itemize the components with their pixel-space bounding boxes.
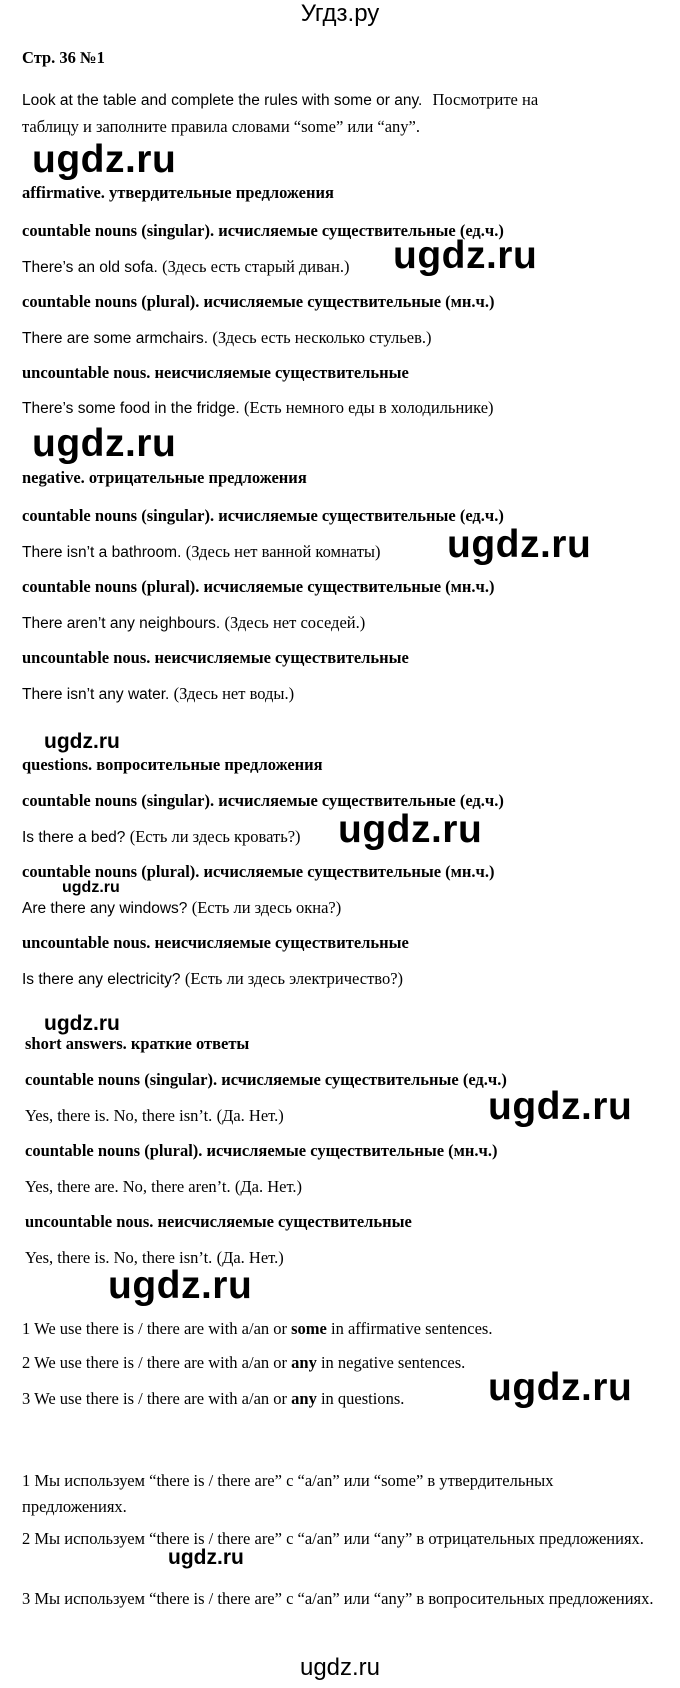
watermark: ugdz.ru <box>488 1085 633 1128</box>
rule-text: in questions. <box>316 1389 405 1408</box>
page-reference: Стр. 36 №1 <box>22 48 105 67</box>
example-translation: (Есть ли здесь кровать?) <box>129 827 301 846</box>
example-translation: (Есть немного еды в холодильнике) <box>244 398 494 417</box>
example-english: There aren’t any neighbours. <box>22 615 221 632</box>
watermark: ugdz.ru <box>32 422 177 465</box>
rule-en-1 <box>22 1319 492 1339</box>
affirmative-plural-example <box>22 328 432 348</box>
watermark: ugdz.ru <box>32 138 177 181</box>
watermark: ugdz.ru <box>393 234 538 277</box>
negative-singular-example <box>22 542 380 562</box>
example-translation: (Есть ли здесь окна?) <box>191 898 342 917</box>
questions-uncountable-example <box>22 969 403 989</box>
rule-ru-2: 2 Мы используем “there is / there are” с “a/an” или “any” в отрицательных предложениях. <box>22 1529 644 1548</box>
example-english: There’s some food in the fridge. <box>22 400 240 417</box>
affirmative-heading: affirmative. утвердительные предложения <box>22 183 334 202</box>
example-english: Yes, there are. No, there aren’t. <box>25 1177 231 1196</box>
example-english: Yes, there is. No, there isn’t. <box>25 1106 213 1125</box>
example-translation: (Здесь есть несколько стульев.) <box>212 328 432 347</box>
questions-plural-example <box>22 898 341 918</box>
rule-text: 1 We use there is / there are with a/an or <box>22 1319 292 1338</box>
example-translation: (Есть ли здесь электричество?) <box>184 969 404 988</box>
rule-text: in negative sentences. <box>316 1353 466 1372</box>
affirmative-singular-example <box>22 257 349 277</box>
intro <box>22 87 672 140</box>
rule-answer: some <box>291 1319 327 1338</box>
rule-ru-3: 3 Мы используем “there is / there are” с “a/an” или “any” в вопросительных предложениях. <box>22 1589 654 1608</box>
watermark: ugdz.ru <box>62 879 120 896</box>
example-english: Yes, there is. No, there isn’t. <box>25 1248 213 1267</box>
negative-plural-label: countable nouns (plural). исчисляемые существительные (мн.ч.) <box>22 577 495 596</box>
short-answers-uncountable-label: uncountable nous. неисчисляемые существительные <box>25 1212 412 1231</box>
watermark: ugdz.ru <box>168 1546 244 1569</box>
questions-plural-label: countable nouns (plural). исчисляемые существительные (мн.ч.) <box>22 862 495 881</box>
watermark: ugdz.ru <box>447 523 592 566</box>
short-answers-plural-example <box>25 1177 302 1197</box>
example-english: Are there any windows? <box>22 900 188 917</box>
example-translation: (Да. Нет.) <box>234 1177 303 1196</box>
example-english: There isn’t any water. <box>22 686 170 703</box>
example-translation: (Здесь нет соседей.) <box>224 613 366 632</box>
negative-plural-example <box>22 613 365 633</box>
short-answers-heading: short answers. краткие ответы <box>25 1034 250 1053</box>
watermark: ugdz.ru <box>338 808 483 851</box>
intro-russian-2: таблицу и заполните правила словами “some” или “any”. <box>22 117 421 136</box>
example-english: Is there a bed? <box>22 829 126 846</box>
affirmative-plural-label: countable nouns (plural). исчисляемые существительные (мн.ч.) <box>22 292 495 311</box>
rule-answer: any <box>291 1353 317 1372</box>
example-english: There isn’t a bathroom. <box>22 544 182 561</box>
rule-text: 3 We use there is / there are with a/an or <box>22 1389 292 1408</box>
rule-ru-1: 1 Мы используем “there is / there are” с “a/an” или “some” в утвердительных предложениях. <box>22 1471 554 1516</box>
example-translation: (Да. Нет.) <box>216 1106 284 1125</box>
example-english: There are some armchairs. <box>22 330 209 347</box>
affirmative-uncountable-example <box>22 398 494 418</box>
questions-uncountable-label: uncountable nous. неисчисляемые существительные <box>22 933 409 952</box>
example-translation: (Да. Нет.) <box>216 1248 284 1267</box>
watermark: ugdz.ru <box>299 1654 381 1681</box>
rule-answer: any <box>291 1389 317 1408</box>
rule-text: in affirmative sentences. <box>326 1319 493 1338</box>
watermark: ugdz.ru <box>108 1264 253 1307</box>
watermark: ugdz.ru <box>488 1366 633 1409</box>
site-title: Угдз.ру <box>300 0 380 27</box>
affirmative-singular-label: countable nouns (singular). исчисляемые существительные (ед.ч.) <box>22 221 504 240</box>
negative-uncountable-example <box>22 684 294 704</box>
short-answers-singular-label: countable nouns (singular). исчисляемые существительные (ед.ч.) <box>25 1070 507 1089</box>
short-answers-plural-label: countable nouns (plural). исчисляемые существительные (мн.ч.) <box>25 1141 498 1160</box>
intro-russian-1: Посмотрите на <box>432 90 539 109</box>
watermark: ugdz.ru <box>44 730 120 753</box>
rule-en-2 <box>22 1353 465 1373</box>
intro-english: Look at the table and complete the rules with some or any. <box>22 92 423 109</box>
affirmative-uncountable-label: uncountable nous. неисчисляемые существительные <box>22 363 409 382</box>
negative-heading: negative. отрицательные предложения <box>22 468 307 487</box>
rule-text: 2 We use there is / there are with a/an or <box>22 1353 292 1372</box>
example-english: Is there any electricity? <box>22 971 181 988</box>
example-english: There’s an old sofa. <box>22 259 158 276</box>
questions-heading: questions. вопросительные предложения <box>22 755 323 774</box>
questions-singular-label: countable nouns (singular). исчисляемые существительные (ед.ч.) <box>22 791 504 810</box>
short-answers-singular-example <box>25 1106 284 1126</box>
watermark: ugdz.ru <box>44 1012 120 1035</box>
negative-uncountable-label: uncountable nous. неисчисляемые существительные <box>22 648 409 667</box>
questions-singular-example <box>22 827 301 847</box>
example-translation: (Здесь нет ванной комнаты) <box>185 542 381 561</box>
rule-en-3 <box>22 1389 404 1409</box>
example-translation: (Здесь нет воды.) <box>173 684 295 703</box>
example-translation: (Здесь есть старый диван.) <box>162 257 350 276</box>
negative-singular-label: countable nouns (singular). исчисляемые существительные (ед.ч.) <box>22 506 504 525</box>
